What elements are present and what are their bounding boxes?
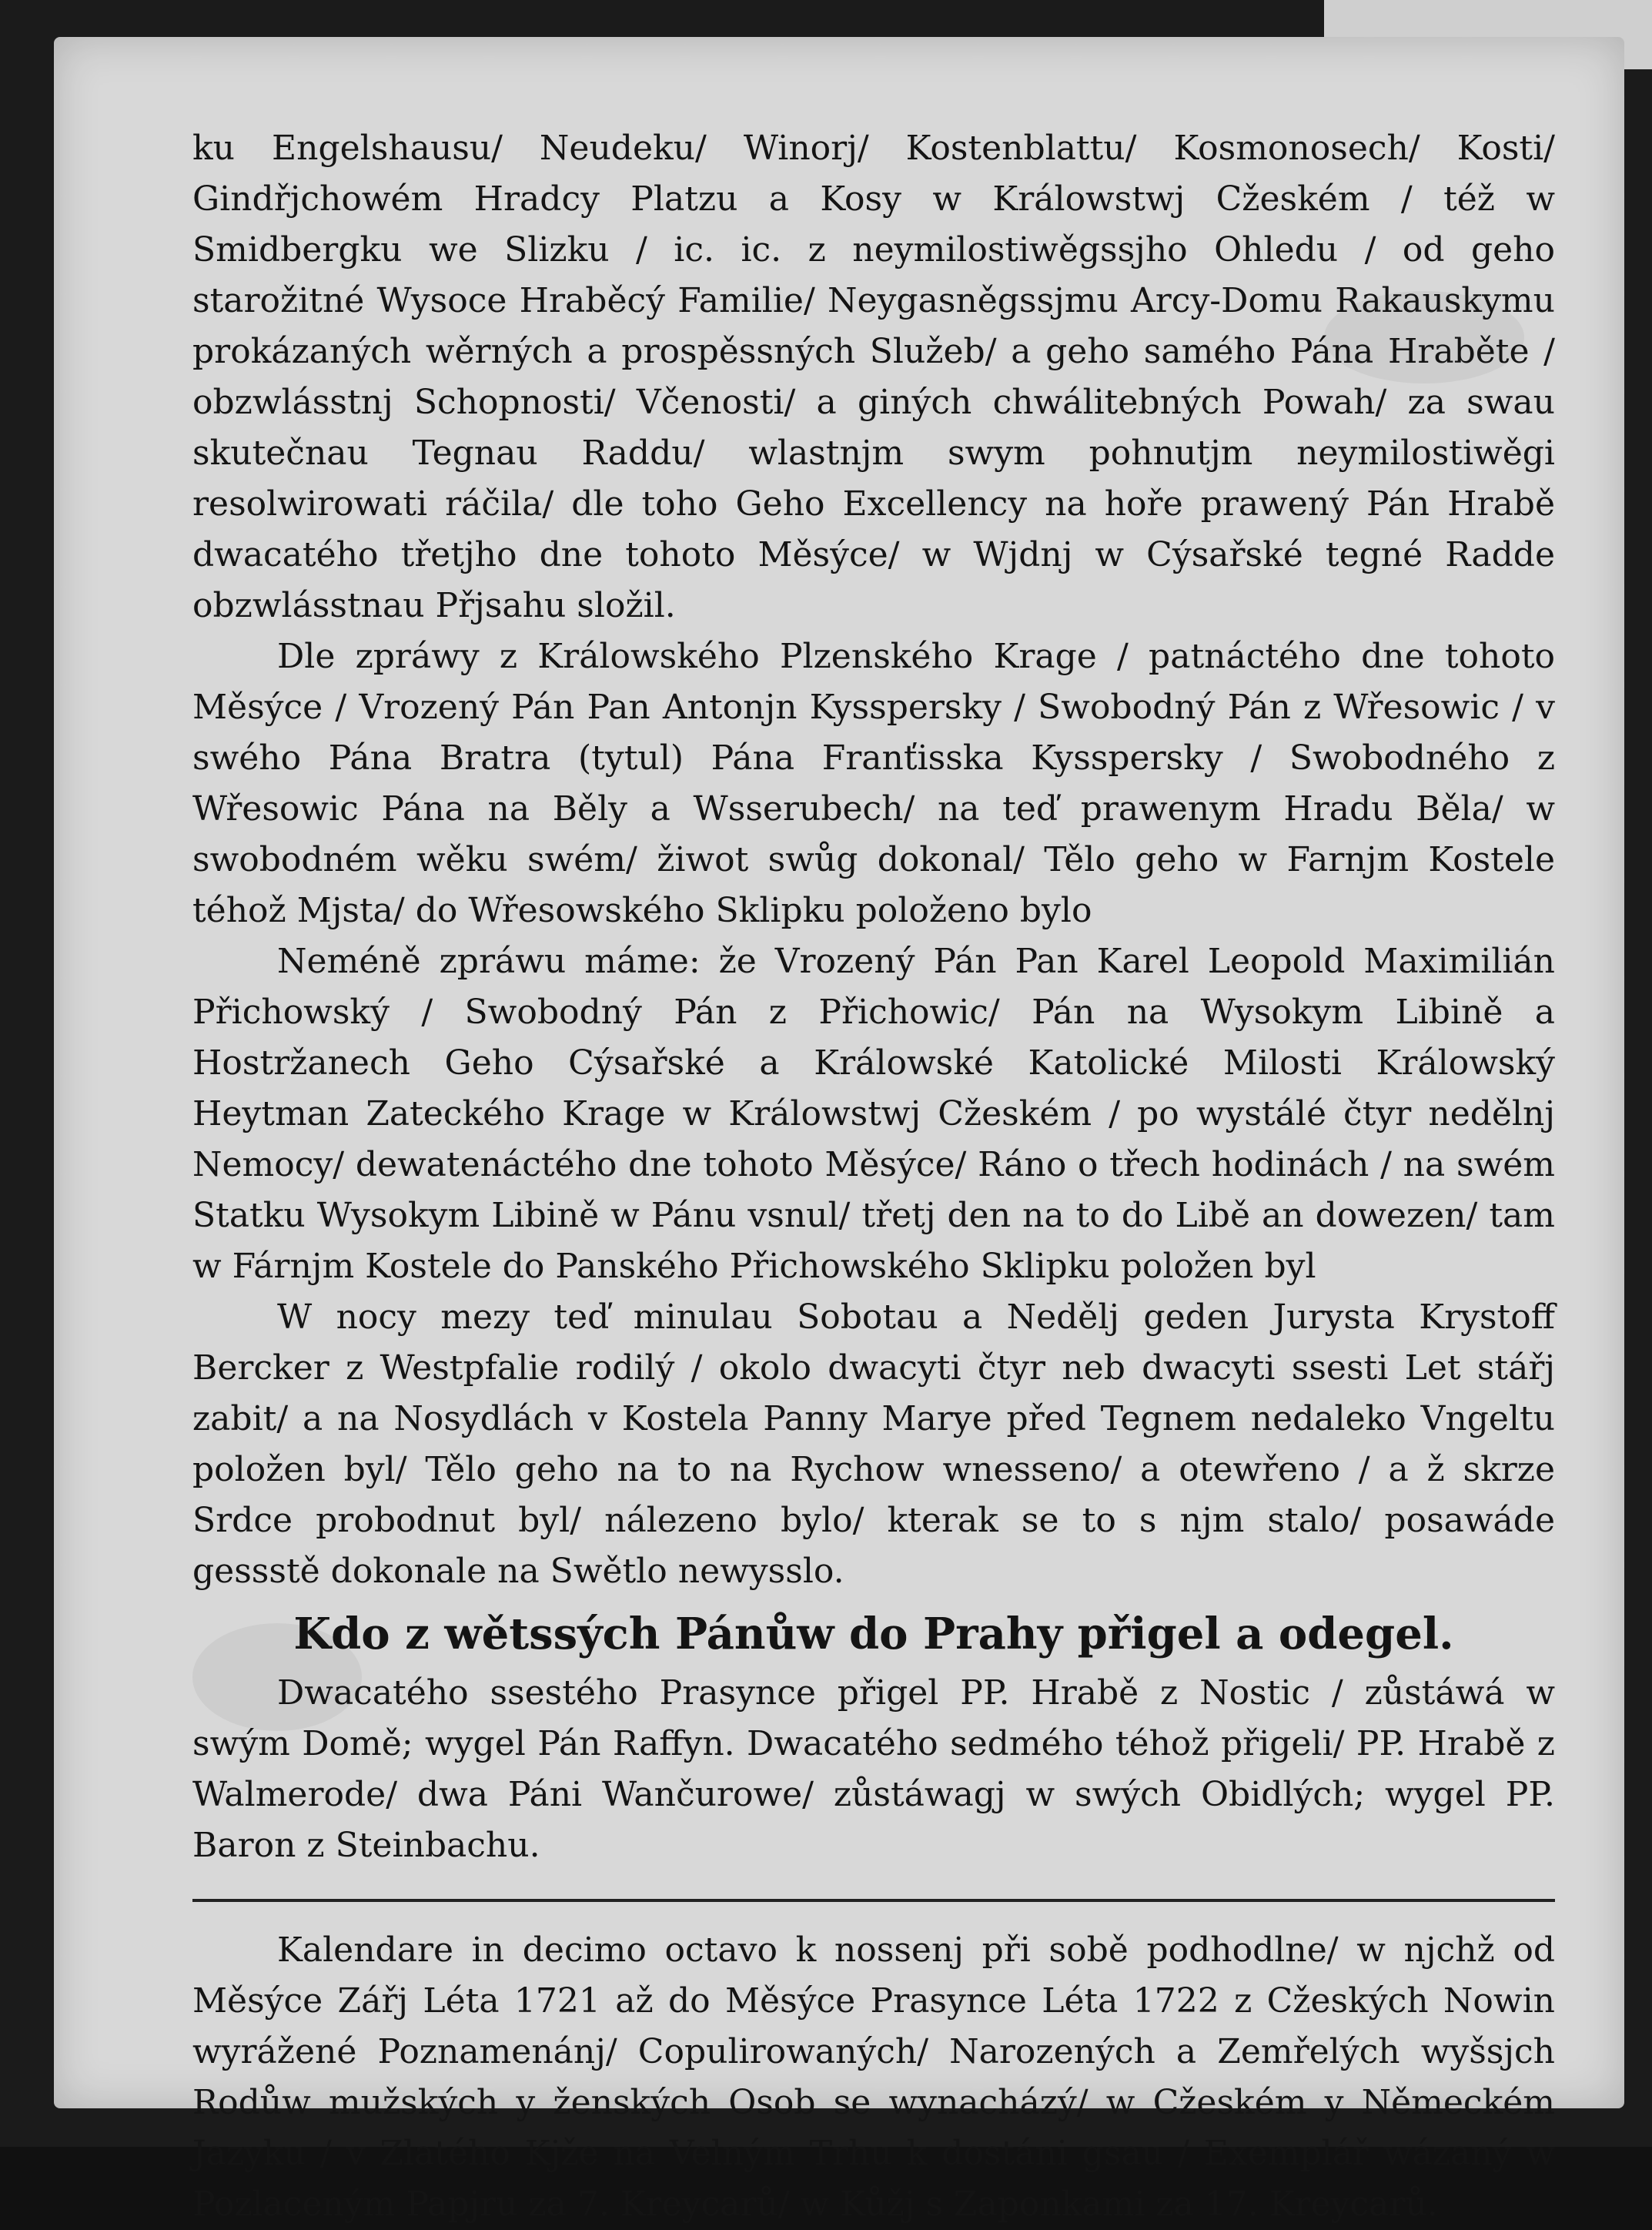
paragraph-2: Dle zpráwy z Králowského Plzenského Krage / patnáctého dne tohoto Měsýce / Vrozený Pán Pan Antonjn Kysspersky / Swobodný Pán z Wřesowic / v swého Pána Bratra (tytul) Pána Franťisska Kysspersky / Swobodného z Wřesowic Pána na Běly a Wsserubech/ na teď prawenym Hradu Běla/ w swobodném wěku swém/ žiwot swůg dokonal/ Tělo geho w Farnjm Kostele téhož Mjsta/ do Wřesowského Sklipku položeno bylo: [192, 637, 1555, 930]
divider-rule: [192, 1899, 1555, 1902]
paragraph-4: W nocy mezy teď minulau Sobotau a Nedělj geden Jurysta Krystoff Bercker z Westpfalie rodilý / okolo dwacyti čtyr neb dwacyti ssesti Let stářj zabit/ a na Nosydlách v Kostela Panny Marye před Tegnem nedaleko Vngeltu položen byl/ Tělo geho na to na Rychow wnessenо/ a otewřeno / a ž skrze Srdce probodnut byl/ nálezeno bylo/ kterak se to s njm stalo/ posawáde gessstě dokonale na Swětlo newysslo.: [192, 1297, 1555, 1591]
paragraph-1: ku Engelshausu/ Neudeku/ Winorj/ Kostenblattu/ Kosmonosech/ Kosti/ Gindřjchowém Hradcy Platzu a Kosy w Králowstwj Cžeském / též w Smidbergku we Slizku / ic. ic. z neymilostiwěgssjho Ohledu / od geho starožitné Wysoce Hraběcý Familie/ Neygasněgssjmu Arcy-Domu Rakauskymu prokázaných wěrných a prospěssných Služeb/ a geho samého Pána Hraběte / obzwlásstnj Schopnosti/ Včenosti/ a giných chwálitebných Powah/ za swau skutečnau Tegnau Raddu/ wlastnjm swym pohnutjm neymilostiwěgi resolwirowati ráčila/ dle toho Geho Excellency na hoře prawený Pán Hrabě dwacatého třetjho dne tohoto Měsýce/ w Wjdnj w Cýsařské tegné Radde obzwlásstnau Přjsahu složil.: [192, 129, 1555, 625]
section-heading: Kdo z wětssých Pánůw do Prahy přigel a odegel.: [293, 1609, 1454, 1659]
footer-note: Kalendare in decimo octavo k nossenj při sobě podhodlne/ w njchž od Měsýce Zářj Léta 1721 až do Měsýce Prasynce Léta 1722 z Cžeských Nowin wyrážené Poznamenánj/ Copulirowaných/ Narozených a Zemřelých wyšsjch Rodůw mužských y ženských Osob se wynacházý/ w Cžeském y Německém Jazyku / v Zlatého Kjže na Velným Trhu k dostáni gsau / Exemplář wázaný w Pozlaceným Papjru za 7. Kreycarů/ w Kůžj s Zaponkami za 17. Kreycarů.: [192, 1930, 1555, 2224]
document-body: [192, 123, 1555, 2230]
paragraph-5: Dwacatého ssestého Prasynce přigel PP. Hrabě z Nostic / zůstáwá w swým Domě; wygel Pán Raffyn. Dwacatého sedmého téhož přigeli/ PP. Hrabě z Walmerode/ dwa Páni Wančurowe/ zůstáwagj w swých Obidlých; wygel PP. Baron z Steinbachu.: [192, 1673, 1555, 1865]
paragraph-3: Neméně zpráwu máme: že Vrozený Pán Pan Karel Leopold Maximilián Přichowský / Swobodný Pán z Přichowic/ Pán na Wysokym Libině a Hostržanech Geho Cýsařské a Králowské Katolické Milosti Králowský Heytman Zateckého Krage w Králowstwj Cžeském / po wystálé čtyr nedělnj Nemocy/ dewatenáctého dne tohoto Měsýce/ Ráno o třech hodinách / na swém Statku Wysokym Libině w Pánu vsnul/ třetj den na to do Libě an dowezen/ tam w Fárnjm Kostele do Panského Přichowského Sklipku položen byl: [192, 942, 1555, 1286]
